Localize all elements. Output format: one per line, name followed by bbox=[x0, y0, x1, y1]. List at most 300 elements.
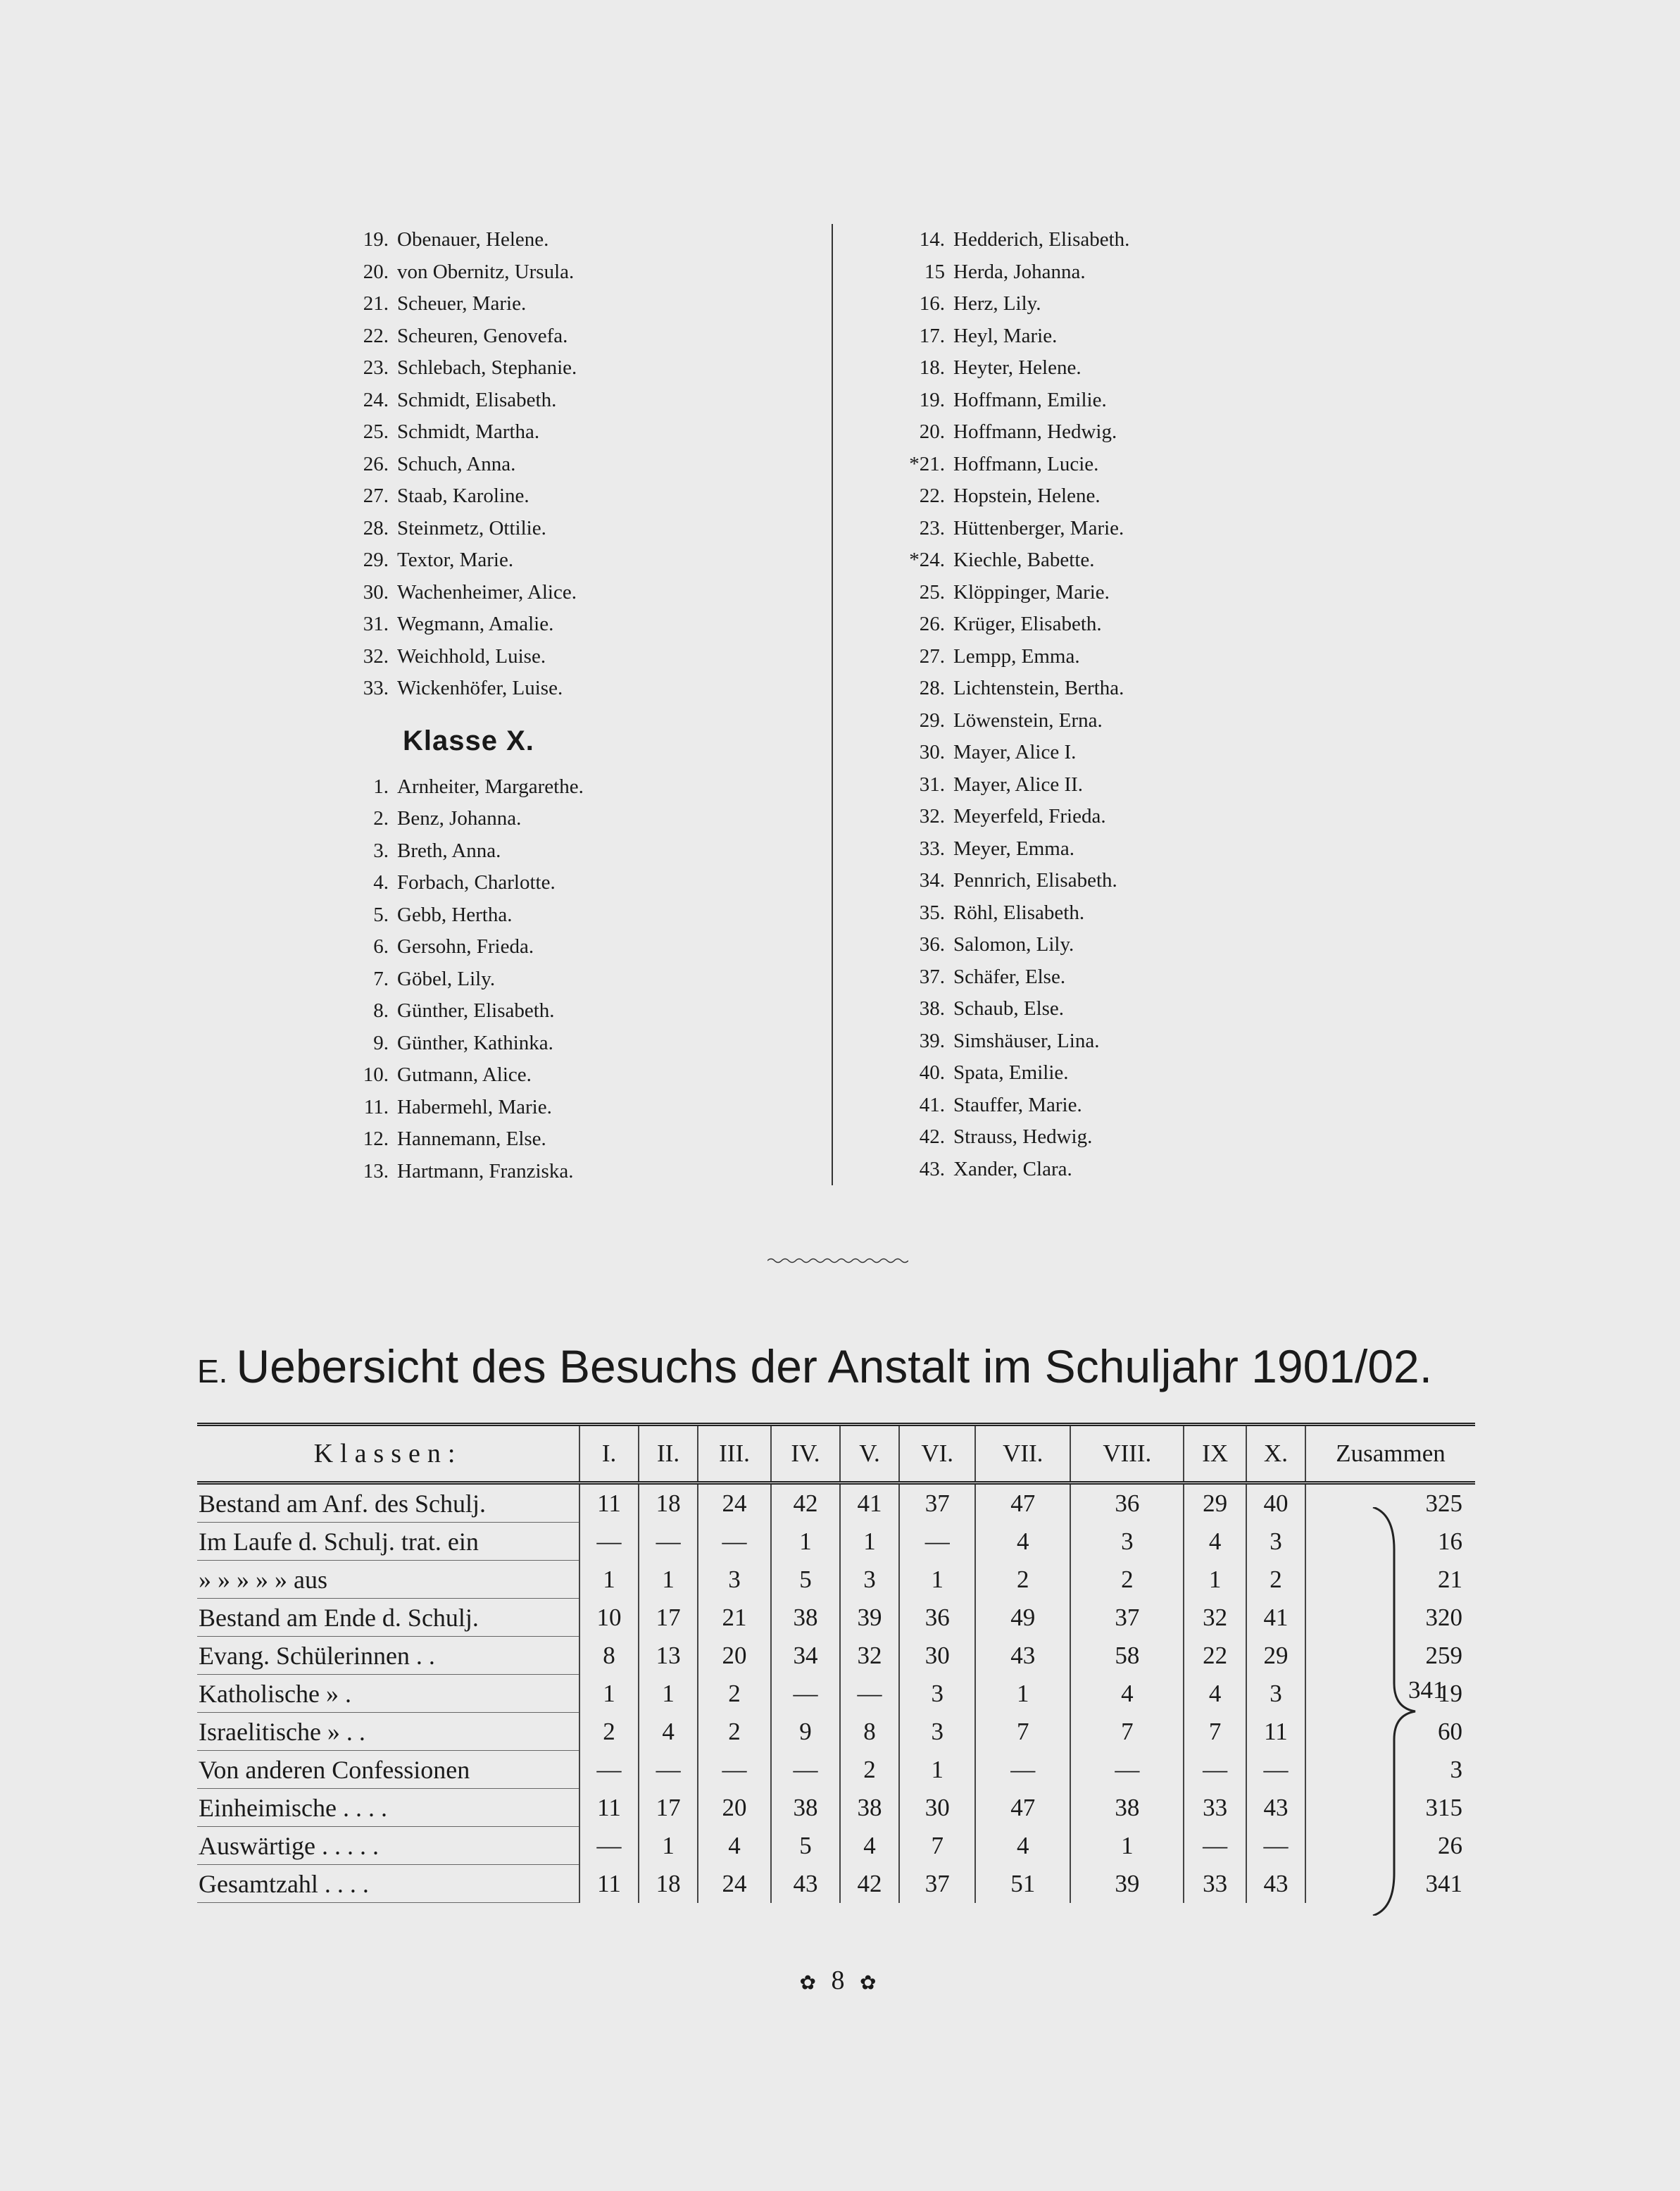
entry-number: 11. bbox=[363, 1095, 389, 1118]
table-cell: 11 bbox=[579, 1865, 639, 1903]
entry-name: Heyter, Helene. bbox=[953, 356, 1082, 379]
table-row bbox=[197, 1675, 1475, 1713]
table-cell: 2 bbox=[698, 1713, 771, 1751]
entry-number: 17. bbox=[919, 324, 945, 347]
list-item bbox=[894, 480, 1401, 513]
list-item bbox=[338, 899, 789, 932]
column-header: VIII. bbox=[1070, 1425, 1184, 1483]
row-label: Bestand am Anf. des Schulj. bbox=[197, 1483, 579, 1523]
table-cell: 43 bbox=[975, 1637, 1070, 1675]
entry-number: 28. bbox=[919, 677, 945, 699]
table-cell: 1 bbox=[579, 1561, 639, 1599]
entry-number: 25. bbox=[919, 580, 945, 604]
list-class-x bbox=[338, 771, 789, 1188]
table-cell: 1 bbox=[975, 1675, 1070, 1713]
table-cell: 1 bbox=[1184, 1561, 1246, 1599]
list-item bbox=[338, 1092, 789, 1124]
table-cell: 3 bbox=[698, 1561, 771, 1599]
row-label: Katholische » . bbox=[197, 1675, 579, 1713]
brace-total: 341 bbox=[1408, 1676, 1446, 1704]
page-footer bbox=[0, 1965, 1680, 1996]
table-cell: — bbox=[639, 1751, 698, 1789]
entry-name: Hoffmann, Lucie. bbox=[953, 452, 1099, 475]
table-cell: 325 bbox=[1305, 1483, 1475, 1523]
table-cell: 29 bbox=[1246, 1637, 1305, 1675]
entry-number: 8. bbox=[373, 999, 389, 1022]
table-cell: 33 bbox=[1184, 1865, 1246, 1903]
entry-number: 2. bbox=[373, 807, 389, 830]
entry-name: Steinmetz, Ottilie. bbox=[397, 516, 546, 539]
table-cell: — bbox=[698, 1751, 771, 1789]
entry-name: Schaub, Else. bbox=[953, 997, 1065, 1020]
entry-number: 27. bbox=[919, 644, 945, 668]
table-cell: 4 bbox=[698, 1827, 771, 1865]
table-cell: 3 bbox=[1246, 1523, 1305, 1561]
list-item bbox=[894, 897, 1401, 930]
entry-number: 41. bbox=[919, 1093, 945, 1116]
table-cell: — bbox=[771, 1675, 840, 1713]
table-cell: 2 bbox=[579, 1713, 639, 1751]
list-class-x-continued bbox=[894, 224, 1401, 1185]
table-cell: — bbox=[1246, 1751, 1305, 1789]
row-label: Gesamtzahl . . . . bbox=[197, 1865, 579, 1903]
table-cell: 341 bbox=[1305, 1865, 1475, 1903]
table-cell: 20 bbox=[698, 1789, 771, 1827]
entry-name: Hoffmann, Hedwig. bbox=[953, 420, 1117, 443]
entry-name: Herz, Lily. bbox=[953, 292, 1041, 315]
entry-number: 3. bbox=[373, 839, 389, 862]
list-item bbox=[338, 835, 789, 868]
entry-name: Spata, Emilie. bbox=[953, 1061, 1069, 1084]
table-cell: 4 bbox=[1184, 1523, 1246, 1561]
table-row bbox=[197, 1751, 1475, 1789]
list-item bbox=[894, 1025, 1401, 1058]
entry-number: 10. bbox=[363, 1063, 389, 1086]
entry-name: Benz, Johanna. bbox=[397, 807, 522, 830]
entry-number: 39. bbox=[919, 1029, 945, 1052]
table-cell: 43 bbox=[1246, 1865, 1305, 1903]
table-cell: 5 bbox=[771, 1561, 840, 1599]
entry-name: Xander, Clara. bbox=[953, 1157, 1072, 1180]
entry-name: Scheuren, Genovefa. bbox=[397, 324, 568, 347]
table-cell: 3 bbox=[840, 1561, 899, 1599]
table-cell: 30 bbox=[899, 1789, 975, 1827]
list-item bbox=[338, 867, 789, 899]
entry-name: Breth, Anna. bbox=[397, 839, 501, 862]
list-item bbox=[338, 641, 789, 673]
list-item bbox=[894, 608, 1401, 641]
table-cell: 4 bbox=[975, 1827, 1070, 1865]
table-cell: 40 bbox=[1246, 1483, 1305, 1523]
table-row bbox=[197, 1789, 1475, 1827]
table-cell: 24 bbox=[698, 1483, 771, 1523]
entry-name: Lichtenstein, Bertha. bbox=[953, 677, 1124, 699]
list-item bbox=[338, 963, 789, 996]
table-cell: 1 bbox=[899, 1751, 975, 1789]
table-cell: 41 bbox=[840, 1483, 899, 1523]
table-cell: 2 bbox=[698, 1675, 771, 1713]
list-item bbox=[894, 993, 1401, 1025]
list-item bbox=[894, 449, 1401, 481]
table-cell: 3 bbox=[1070, 1523, 1184, 1561]
entry-name: Löwenstein, Erna. bbox=[953, 709, 1103, 732]
entry-number: 32. bbox=[363, 644, 389, 668]
table-cell: 37 bbox=[1070, 1599, 1184, 1637]
entry-number: 42. bbox=[919, 1125, 945, 1148]
table-cell: 43 bbox=[1246, 1789, 1305, 1827]
entry-number: 33. bbox=[363, 677, 389, 699]
entry-number: 16. bbox=[919, 292, 945, 315]
table-cell: 41 bbox=[1246, 1599, 1305, 1637]
list-class-ix-continued bbox=[338, 224, 789, 705]
table-cell: 20 bbox=[698, 1637, 771, 1675]
table-cell: 2 bbox=[975, 1561, 1070, 1599]
right-name-column bbox=[894, 224, 1401, 1185]
table-cell: 36 bbox=[1070, 1483, 1184, 1523]
table-cell: 8 bbox=[579, 1637, 639, 1675]
list-item bbox=[894, 513, 1401, 545]
entry-name: Hüttenberger, Marie. bbox=[953, 516, 1124, 539]
column-header: VI. bbox=[899, 1425, 975, 1483]
list-item bbox=[338, 1028, 789, 1060]
column-header: III. bbox=[698, 1425, 771, 1483]
entry-number: 13. bbox=[363, 1159, 389, 1182]
table-cell: 11 bbox=[579, 1483, 639, 1523]
table-cell: 18 bbox=[639, 1865, 698, 1903]
entry-name: Wachenheimer, Alice. bbox=[397, 580, 577, 604]
table-cell: 1 bbox=[840, 1523, 899, 1561]
table-cell: — bbox=[771, 1751, 840, 1789]
table-cell: 7 bbox=[899, 1827, 975, 1865]
table-cell: — bbox=[579, 1751, 639, 1789]
list-item bbox=[338, 673, 789, 705]
table-cell: 17 bbox=[639, 1789, 698, 1827]
entry-number: 12. bbox=[363, 1128, 389, 1150]
list-item bbox=[894, 705, 1401, 737]
table-cell: 7 bbox=[1184, 1713, 1246, 1751]
table-row bbox=[197, 1483, 1475, 1523]
entry-name: Wickenhöfer, Luise. bbox=[397, 677, 563, 699]
table-cell: 10 bbox=[579, 1599, 639, 1637]
entry-name: Meyerfeld, Frieda. bbox=[953, 805, 1106, 828]
entry-name: Schuch, Anna. bbox=[397, 452, 516, 475]
entry-number: 19. bbox=[363, 228, 389, 251]
entry-number: 4. bbox=[373, 871, 389, 894]
table-cell: 34 bbox=[771, 1637, 840, 1675]
table-cell: 42 bbox=[771, 1483, 840, 1523]
entry-name: Klöppinger, Marie. bbox=[953, 580, 1110, 604]
list-item bbox=[894, 544, 1401, 577]
table-cell: 3 bbox=[899, 1713, 975, 1751]
entry-number: 19. bbox=[919, 388, 945, 411]
list-item bbox=[894, 1090, 1401, 1122]
entry-name: Forbach, Charlotte. bbox=[397, 871, 556, 894]
entry-name: Gutmann, Alice. bbox=[397, 1063, 532, 1086]
table-cell: 22 bbox=[1184, 1637, 1246, 1675]
table-cell: 24 bbox=[698, 1865, 771, 1903]
list-item bbox=[338, 608, 789, 641]
entry-name: Salomon, Lily. bbox=[953, 933, 1074, 956]
entry-number: 26. bbox=[363, 452, 389, 475]
table-cell: 26 bbox=[1305, 1827, 1475, 1865]
entry-name: Weichhold, Luise. bbox=[397, 644, 546, 668]
table-cell: 1 bbox=[579, 1675, 639, 1713]
table-cell: 60 bbox=[1305, 1713, 1475, 1751]
table-cell: — bbox=[899, 1523, 975, 1561]
table-cell: 39 bbox=[1070, 1865, 1184, 1903]
ornament-right-icon: ✿ bbox=[860, 1972, 881, 1995]
entry-number: 20. bbox=[919, 420, 945, 443]
list-item bbox=[894, 865, 1401, 897]
list-item bbox=[338, 931, 789, 963]
entry-number: 31. bbox=[919, 773, 945, 796]
table-cell: — bbox=[975, 1751, 1070, 1789]
entry-name: Pennrich, Elisabeth. bbox=[953, 869, 1117, 892]
entry-name: Staab, Karoline. bbox=[397, 485, 529, 507]
table-cell: 1 bbox=[639, 1561, 698, 1599]
section-title bbox=[197, 1338, 1493, 1399]
list-item bbox=[338, 256, 789, 289]
entry-name: Schäfer, Else. bbox=[953, 965, 1066, 988]
table-cell: — bbox=[579, 1827, 639, 1865]
table-cell: 17 bbox=[639, 1599, 698, 1637]
table-cell: 7 bbox=[975, 1713, 1070, 1751]
entry-number: *21. bbox=[909, 452, 945, 475]
table-cell: 39 bbox=[840, 1599, 899, 1637]
list-item bbox=[894, 577, 1401, 609]
table-cell: 32 bbox=[1184, 1599, 1246, 1637]
list-item bbox=[338, 995, 789, 1028]
entry-number: 36. bbox=[919, 933, 945, 956]
table-cell: 4 bbox=[1184, 1675, 1246, 1713]
list-item bbox=[894, 1154, 1401, 1186]
table-row bbox=[197, 1637, 1475, 1675]
table-cell: — bbox=[1070, 1751, 1184, 1789]
table-cell: 38 bbox=[771, 1599, 840, 1637]
column-header: II. bbox=[639, 1425, 698, 1483]
list-item bbox=[338, 416, 789, 449]
entry-number: 40. bbox=[919, 1061, 945, 1084]
column-header: Zusammen bbox=[1305, 1425, 1475, 1483]
entry-name: Kiechle, Babette. bbox=[953, 549, 1095, 571]
list-item bbox=[894, 961, 1401, 994]
entry-name: Strauss, Hedwig. bbox=[953, 1125, 1093, 1148]
table-cell: 43 bbox=[771, 1865, 840, 1903]
row-label: Bestand am Ende d. Schulj. bbox=[197, 1599, 579, 1637]
table-cell: 30 bbox=[899, 1637, 975, 1675]
list-item bbox=[338, 1156, 789, 1188]
table-cell: 2 bbox=[1246, 1561, 1305, 1599]
entry-name: Krüger, Elisabeth. bbox=[953, 613, 1102, 635]
entry-name: Meyer, Emma. bbox=[953, 837, 1074, 860]
list-item bbox=[338, 480, 789, 513]
entry-number: 9. bbox=[373, 1031, 389, 1054]
entry-name: Günther, Elisabeth. bbox=[397, 999, 555, 1022]
entry-number: 14. bbox=[919, 228, 945, 251]
column-header: IX bbox=[1184, 1425, 1246, 1483]
table-cell: 49 bbox=[975, 1599, 1070, 1637]
table-cell: 11 bbox=[1246, 1713, 1305, 1751]
column-header: X. bbox=[1246, 1425, 1305, 1483]
table-cell: 320 bbox=[1305, 1599, 1475, 1637]
table-cell: 36 bbox=[899, 1599, 975, 1637]
list-item bbox=[894, 833, 1401, 866]
entry-name: Heyl, Marie. bbox=[953, 324, 1058, 347]
list-item bbox=[338, 385, 789, 417]
section-title-text: Uebersicht des Besuchs der Anstalt im Schuljahr 1901/02. bbox=[236, 1340, 1433, 1392]
entry-name: Simshäuser, Lina. bbox=[953, 1029, 1100, 1052]
table-cell: 4 bbox=[639, 1713, 698, 1751]
table-cell: 21 bbox=[1305, 1561, 1475, 1599]
entry-number: 25. bbox=[363, 420, 389, 443]
entry-number: 26. bbox=[919, 613, 945, 635]
table-cell: 37 bbox=[899, 1483, 975, 1523]
table-cell: 3 bbox=[899, 1675, 975, 1713]
entry-name: von Obernitz, Ursula. bbox=[397, 260, 575, 283]
entry-name: Hoffmann, Emilie. bbox=[953, 388, 1107, 411]
table-cell: 9 bbox=[771, 1713, 840, 1751]
ornament-left-icon: ✿ bbox=[799, 1972, 820, 1995]
table-cell: 1 bbox=[771, 1523, 840, 1561]
entry-name: Habermehl, Marie. bbox=[397, 1095, 552, 1118]
entry-number: 7. bbox=[373, 967, 389, 990]
entry-number: 33. bbox=[919, 837, 945, 860]
table-cell: 38 bbox=[1070, 1789, 1184, 1827]
table-cell: 5 bbox=[771, 1827, 840, 1865]
entry-number: 23. bbox=[363, 356, 389, 379]
entry-name: Herda, Johanna. bbox=[953, 260, 1086, 283]
table-cell: 16 bbox=[1305, 1523, 1475, 1561]
table-cell: 1 bbox=[639, 1827, 698, 1865]
table-header-row bbox=[197, 1425, 1475, 1483]
list-item bbox=[338, 577, 789, 609]
table-row bbox=[197, 1865, 1475, 1903]
list-item bbox=[338, 803, 789, 835]
table-cell: 259 bbox=[1305, 1637, 1475, 1675]
entry-name: Arnheiter, Margarethe. bbox=[397, 775, 584, 798]
table-cell: 32 bbox=[840, 1637, 899, 1675]
table-cell: — bbox=[579, 1523, 639, 1561]
table-cell: 315 bbox=[1305, 1789, 1475, 1827]
row-label: Evang. Schülerinnen . . bbox=[197, 1637, 579, 1675]
table-cell: 4 bbox=[840, 1827, 899, 1865]
list-item bbox=[894, 929, 1401, 961]
table-row bbox=[197, 1827, 1475, 1865]
entry-number: 34. bbox=[919, 869, 945, 892]
table-cell: 33 bbox=[1184, 1789, 1246, 1827]
table-row bbox=[197, 1713, 1475, 1751]
entry-number: 5. bbox=[373, 903, 389, 926]
table-cell: 18 bbox=[639, 1483, 698, 1523]
entry-number: 28. bbox=[363, 516, 389, 539]
table-cell: 1 bbox=[639, 1675, 698, 1713]
table-cell: 19 bbox=[1305, 1675, 1475, 1713]
table-cell: 1 bbox=[1070, 1827, 1184, 1865]
list-item bbox=[894, 288, 1401, 320]
table-cell: 47 bbox=[975, 1789, 1070, 1827]
entry-name: Wegmann, Amalie. bbox=[397, 613, 554, 635]
list-item bbox=[894, 256, 1401, 289]
entry-name: Gebb, Hertha. bbox=[397, 903, 513, 926]
entry-number: 27. bbox=[363, 485, 389, 507]
entry-name: Scheuer, Marie. bbox=[397, 292, 527, 315]
table-cell: 13 bbox=[639, 1637, 698, 1675]
column-header: VII. bbox=[975, 1425, 1070, 1483]
list-item bbox=[894, 801, 1401, 833]
entry-name: Göbel, Lily. bbox=[397, 967, 496, 990]
entry-number: 18. bbox=[919, 356, 945, 379]
table-row bbox=[197, 1561, 1475, 1599]
entry-number: 29. bbox=[363, 549, 389, 571]
column-header: V. bbox=[840, 1425, 899, 1483]
entry-number: *24. bbox=[909, 549, 945, 571]
entry-name: Lempp, Emma. bbox=[953, 644, 1080, 668]
entry-name: Röhl, Elisabeth. bbox=[953, 901, 1085, 924]
list-item bbox=[338, 544, 789, 577]
row-label: Auswärtige . . . . . bbox=[197, 1827, 579, 1865]
list-item bbox=[338, 1123, 789, 1156]
table-cell: 47 bbox=[975, 1483, 1070, 1523]
list-item bbox=[894, 416, 1401, 449]
row-label: Im Laufe d. Schulj. trat. ein bbox=[197, 1523, 579, 1561]
entry-number: 15 bbox=[924, 260, 945, 283]
column-header: I. bbox=[579, 1425, 639, 1483]
entry-name: Hopstein, Helene. bbox=[953, 485, 1101, 507]
entry-number: 6. bbox=[373, 935, 389, 958]
entry-number: 20. bbox=[363, 260, 389, 283]
list-item bbox=[338, 320, 789, 353]
entry-number: 37. bbox=[919, 965, 945, 988]
table-cell: 4 bbox=[1070, 1675, 1184, 1713]
table-cell: 21 bbox=[698, 1599, 771, 1637]
entry-name: Mayer, Alice I. bbox=[953, 741, 1077, 763]
klasse-x-heading: Klasse X. bbox=[403, 725, 534, 756]
list-item bbox=[894, 769, 1401, 801]
column-divider bbox=[832, 224, 833, 1185]
entry-number: 21. bbox=[363, 292, 389, 315]
entry-name: Hedderich, Elisabeth. bbox=[953, 228, 1130, 251]
list-item bbox=[338, 352, 789, 385]
list-item bbox=[894, 673, 1401, 705]
section-letter: E. bbox=[197, 1353, 228, 1390]
table-cell: 4 bbox=[975, 1523, 1070, 1561]
page-number: 8 bbox=[831, 1966, 849, 1995]
list-item bbox=[894, 224, 1401, 256]
table-cell: 8 bbox=[840, 1713, 899, 1751]
entry-number: 30. bbox=[919, 741, 945, 763]
table-cell: — bbox=[698, 1523, 771, 1561]
entry-name: Stauffer, Marie. bbox=[953, 1093, 1082, 1116]
column-header: IV. bbox=[771, 1425, 840, 1483]
entry-name: Hannemann, Else. bbox=[397, 1128, 546, 1150]
column-header-klassen: Klassen: bbox=[313, 1439, 463, 1468]
table-cell: — bbox=[639, 1523, 698, 1561]
list-item bbox=[338, 771, 789, 804]
list-item bbox=[338, 513, 789, 545]
entry-name: Textor, Marie. bbox=[397, 549, 514, 571]
table-cell: — bbox=[1246, 1827, 1305, 1865]
table-cell: 42 bbox=[840, 1865, 899, 1903]
row-label: » » » » » aus bbox=[197, 1561, 579, 1599]
attendance-table bbox=[197, 1423, 1475, 1903]
table-cell: 37 bbox=[899, 1865, 975, 1903]
entry-number: 23. bbox=[919, 516, 945, 539]
table-cell: 58 bbox=[1070, 1637, 1184, 1675]
table-cell: — bbox=[1184, 1827, 1246, 1865]
row-label: Einheimische . . . . bbox=[197, 1789, 579, 1827]
table-cell: 11 bbox=[579, 1789, 639, 1827]
row-label: Israelitische » . . bbox=[197, 1713, 579, 1751]
